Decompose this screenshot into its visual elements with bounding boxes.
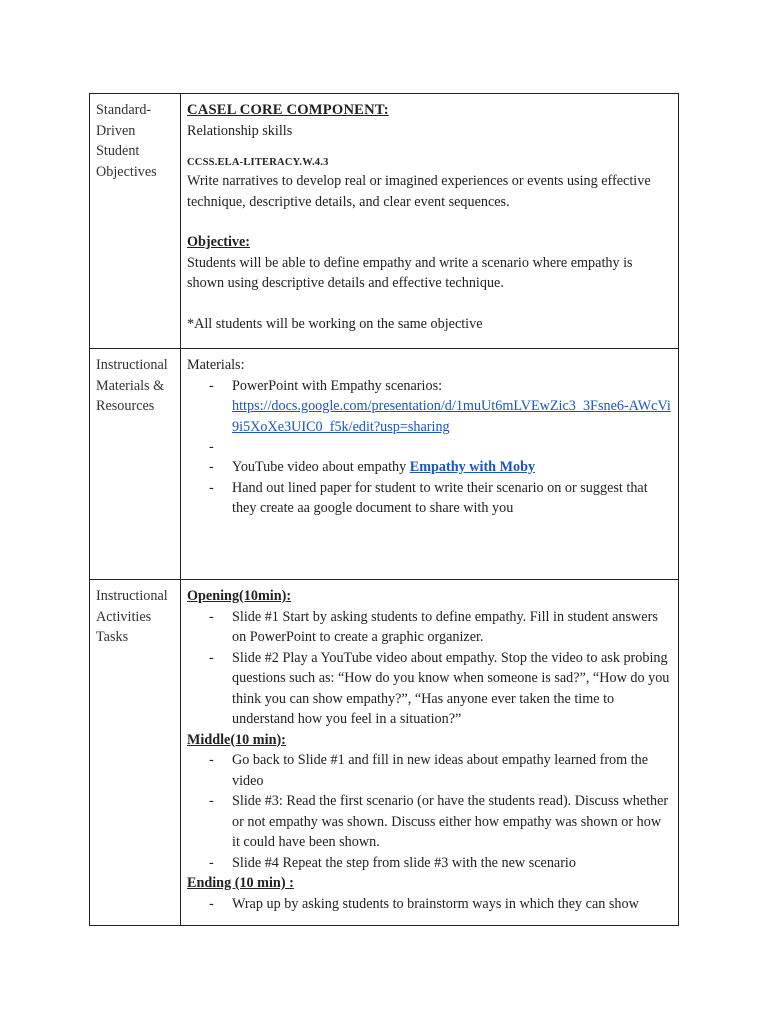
- materials-list: [187, 376, 672, 519]
- casel-heading: CASEL CORE COMPONENT:: [187, 102, 389, 118]
- objectives-row: [90, 94, 679, 349]
- list-item: - Go back to Slide #1 and fill in new ideas about empathy learned from the video: [187, 750, 672, 791]
- list-item: - Slide #2 Play a YouTube video about empathy. Stop the video to ask probing questions such as: “How do you know when someone is sad?”, “How do you think you can show empathy?”, “Has anyone ever taken the time to understand how you feel in a situation?”: [187, 648, 672, 730]
- objectives-content: [181, 94, 679, 349]
- objective-text: Students will be able to define empathy and write a scenario where empathy is shown using descriptive details and effective technique.: [187, 254, 633, 291]
- activities-label: Instructional Activities Tasks: [90, 580, 181, 926]
- list-item: - Wrap up by asking students to brainstorm ways in which they can show: [187, 894, 672, 915]
- list-item: [187, 457, 672, 478]
- materials-item-text: PowerPoint with Empathy scenarios:: [232, 377, 443, 394]
- materials-label: Instructional Materials & Resources: [90, 349, 181, 580]
- objective-heading: Objective:: [187, 234, 251, 250]
- middle-heading: Middle(10 min):: [187, 731, 286, 748]
- lesson-plan-table: [89, 93, 679, 926]
- materials-intro: Materials:: [187, 357, 245, 373]
- materials-content: [181, 349, 679, 580]
- ccss-code: CCSS.ELA-LITERACY.W.4.3: [187, 157, 329, 168]
- objective-note: *All students will be working on the same objective: [187, 315, 483, 332]
- list-item: [187, 376, 672, 438]
- casel-value: Relationship skills: [187, 122, 293, 139]
- activities-row: [90, 580, 679, 926]
- objectives-label: Standard-Driven Student Objectives: [90, 94, 181, 349]
- list-item: - Slide #3: Read the first scenario (or have the students read). Discuss whether or not empathy was shown. Discuss either how empathy was shown or how it could have been shown.: [187, 791, 672, 853]
- materials-item-text: Hand out lined paper for student to write their scenario on or suggest that they create aa google document to share with you: [232, 479, 648, 516]
- ending-heading: Ending (10 min) :: [187, 875, 294, 891]
- opening-heading: Opening(10min):: [187, 588, 292, 604]
- list-item: - Slide #1 Start by asking students to define empathy. Fill in student answers on PowerPoint to create a graphic organizer.: [187, 607, 672, 648]
- ccss-text: Write narratives to develop real or imagined experiences or events using effective technique, descriptive details, and clear event sequences.: [187, 173, 651, 210]
- powerpoint-link[interactable]: https://docs.google.com/presentation/d/1muUt6mLVEwZic3_3Fsne6-AWcVi9i5XoXe3UIC0_f5k/edit?usp=sharing: [232, 398, 671, 435]
- ending-list: [187, 894, 672, 915]
- list-item: - Slide #4 Repeat the step from slide #3 with the new scenario: [187, 853, 672, 874]
- list-item: [187, 478, 672, 519]
- activities-content: [181, 580, 679, 926]
- middle-list: [187, 750, 672, 873]
- materials-item-text: YouTube video about empathy: [232, 459, 407, 475]
- youtube-video-link[interactable]: Empathy with Moby: [409, 459, 536, 475]
- opening-list: [187, 607, 672, 730]
- materials-row: [90, 349, 679, 580]
